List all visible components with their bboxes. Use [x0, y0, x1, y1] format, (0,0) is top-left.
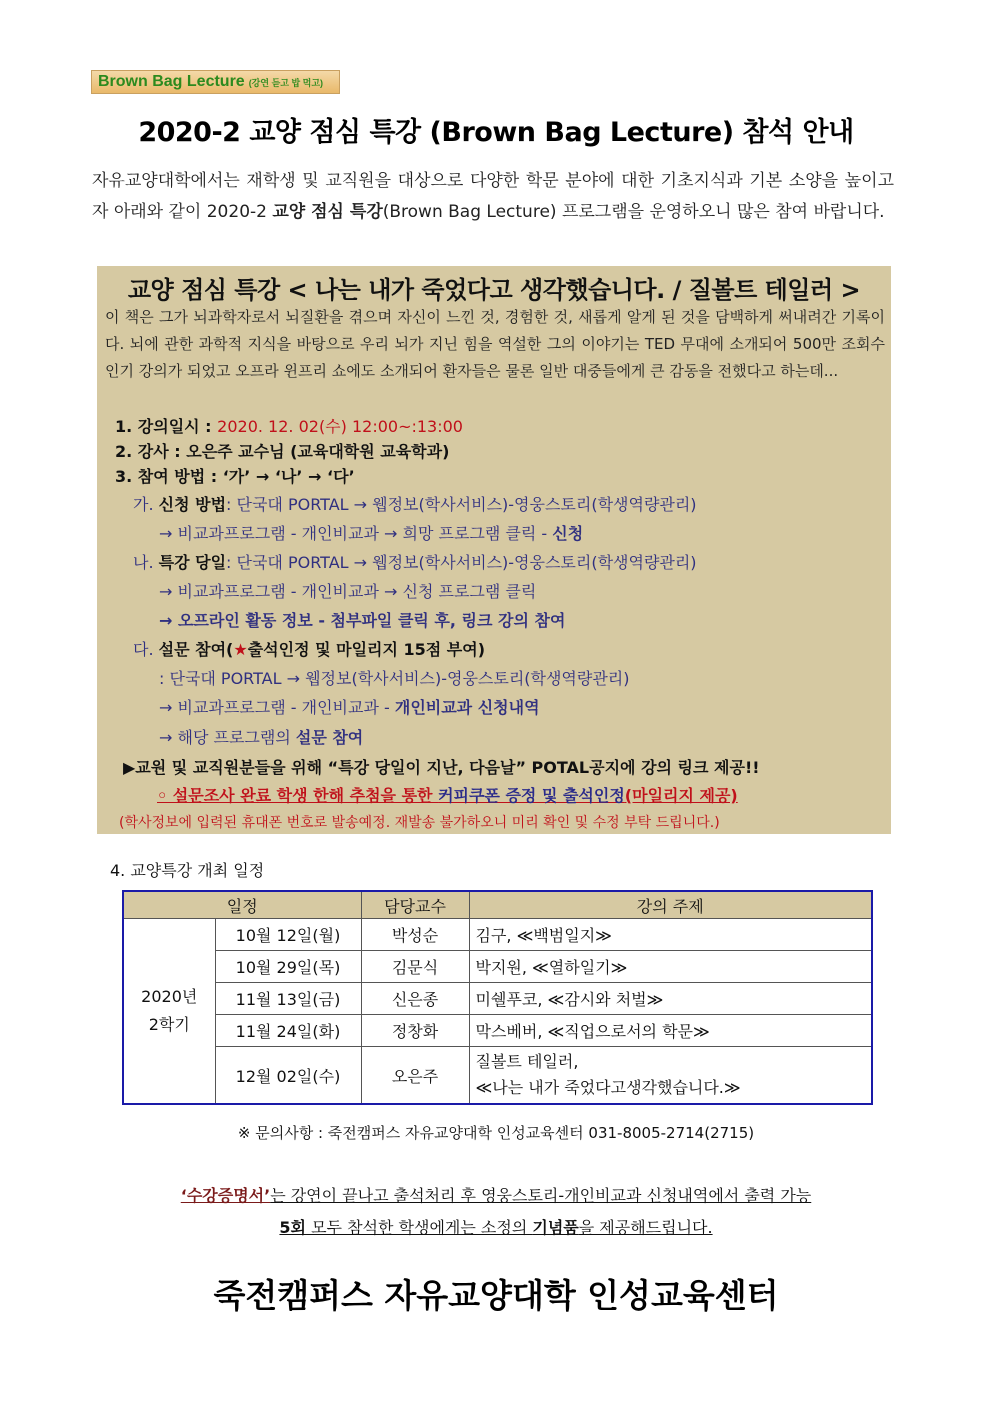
brown-bag-logo — [91, 70, 340, 94]
ga-label: 신청 방법 — [158, 495, 227, 514]
souvenir-count: 5회 — [279, 1218, 307, 1237]
da-line2a: → 비교과프로그램 - 개인비교과 - — [159, 698, 395, 717]
ga-line2b: 신청 — [552, 524, 584, 543]
certificate-text: 는 강연이 끝나고 출석처리 후 영웅스토리-개인비교과 신청내역에서 출력 가능 — [270, 1186, 812, 1205]
intro-text-1: 자유교양대학에서는 재학생 및 교직원을 대상으로 다양한 학문 분야에 대한 기초지식과 기본 소양을 높이고자 아래와 같이 2020-2 — [92, 171, 894, 222]
topic-line2: ≪나는 내가 죽었다고생각했습니다.≫ — [475, 1078, 741, 1097]
notice-survey-reward — [157, 783, 738, 806]
step-na-line2: → 비교과프로그램 - 개인비교과 → 신청 프로그램 클릭 — [159, 582, 537, 601]
notice-phone: (학사정보에 입력된 휴대폰 번호로 발송예정. 재발송 불가하오니 미리 확인 및 수정 부탁 드립니다.) — [119, 815, 720, 831]
intro-text-2: (Brown Bag Lecture) 프로그램을 운영하오니 많은 참여 바랍니다. — [382, 202, 885, 222]
da-line3b: 설문 참여 — [295, 728, 364, 747]
da-line2b: 개인비교과 신청내역 — [394, 698, 540, 717]
schedule-heading: 4. 교양특강 개최 일정 — [110, 861, 265, 880]
page-title: 2020-2 교양 점심 특강 (Brown Bag Lecture) 참석 안내 — [138, 117, 854, 148]
logo-main-text: Brown Bag Lecture — [98, 73, 245, 90]
na-prefix: 나. — [133, 553, 159, 572]
notice-faculty: ▶교원 및 교직원분들을 위해 “특강 당일이 지난, 다음날” POTAL공지에 강의 링크 제공!! — [123, 758, 760, 777]
date-cell: 10월 29일(목) — [215, 951, 361, 983]
na-line1: : 단국대 PORTAL → 웹정보(학사서비스)-영웅스토리(학생역량관리) — [226, 553, 697, 572]
topic-cell: 막스베버, ≪직업으로서의 학문≫ — [469, 1015, 872, 1047]
step-na-line3: → 오프라인 활동 정보 - 첨부파일 클릭 후, 링크 강의 참여 — [159, 611, 566, 630]
professor-cell: 오은주 — [361, 1047, 469, 1105]
table-row — [123, 1015, 872, 1047]
header-date: 일정 — [123, 891, 361, 919]
da-label-b: 출석인정 및 마일리지 15점 부여) — [247, 640, 486, 659]
notice2c: (마일리지 제공) — [624, 786, 738, 805]
item-lecturer: 2. 강사 : 오은주 교수님 (교육대학원 교육학과) — [115, 442, 450, 461]
professor-cell: 김문식 — [361, 951, 469, 983]
date-cell: 12월 02일(수) — [215, 1047, 361, 1105]
table-row — [123, 983, 872, 1015]
step-da-line1: : 단국대 PORTAL → 웹정보(학사서비스)-영웅스토리(학생역량관리) — [159, 669, 630, 688]
step-da — [133, 637, 485, 660]
schedule-table — [122, 890, 873, 1105]
ga-line1: : 단국대 PORTAL → 웹정보(학사서비스)-영웅스토리(학생역량관리) — [226, 495, 697, 514]
intro-bold: 교양 점심 특강 — [272, 202, 383, 222]
table-row — [123, 919, 872, 951]
souvenir-text-1: 모두 참석한 학생에게는 소정의 — [306, 1218, 533, 1237]
inquiry-contact: ※ 문의사항 : 죽전캠퍼스 자유교양대학 인성교육센터 031-8005-2714(2715) — [237, 1124, 755, 1142]
professor-cell: 박성순 — [361, 919, 469, 951]
logo-sub-text: (강연 듣고 밥 먹고) — [248, 77, 324, 88]
date-cell: 11월 24일(화) — [215, 1015, 361, 1047]
step-ga-line2 — [159, 521, 583, 544]
lecture-info-box — [97, 266, 891, 834]
ga-line2a: → 비교과프로그램 - 개인비교과 → 희망 프로그램 클릭 - — [159, 524, 553, 543]
professor-cell: 정창화 — [361, 1015, 469, 1047]
souvenir-gift: 기념품 — [532, 1218, 579, 1237]
da-line3a: → 해당 프로그램의 — [159, 728, 296, 747]
table-row — [123, 951, 872, 983]
step-ga — [133, 492, 697, 515]
book-description: 이 책은 그가 뇌과학자로서 뇌질환을 겪으며 자신이 느낀 것, 경험한 것, 새롭게 알게 된 것을 담백하게 써내려간 기록이다. 뇌에 관한 과학적 지식을 바탕으로 우리 뇌가 지닌 힘을 역설한 그의 이야기는 TED 무대에 소개되어 500만 조회수 인기 강의가 되었고 오프라 윈프리 쇼에도 소개되어 환자들은 물론 일반 대중들에게 큰 감동을 전했다고 하는데... — [105, 308, 885, 380]
topic-line1: 질볼트 테일러, — [475, 1052, 579, 1071]
intro-paragraph — [92, 166, 894, 228]
step-da-line2 — [159, 695, 540, 718]
header-topic: 강의 주제 — [469, 891, 872, 919]
table-header-row — [123, 891, 872, 919]
date-value: 2020. 12. 02(수) 12:00~:13:00 — [217, 417, 463, 436]
header-professor: 담당교수 — [361, 891, 469, 919]
topic-cell: 박지원, ≪열하일기≫ — [469, 951, 872, 983]
step-na — [133, 550, 697, 573]
professor-cell: 신은종 — [361, 983, 469, 1015]
date-label: 1. 강의일시 : — [115, 417, 218, 436]
semester-cell: 2020년 2학기 — [123, 919, 215, 1105]
da-label-a: 설문 참여( — [158, 640, 234, 659]
certificate-label: ‘수강증명서’ — [180, 1186, 271, 1205]
souvenir-text-2: 을 제공해드립니다. — [578, 1218, 713, 1237]
topic-cell — [469, 1047, 872, 1105]
ga-prefix: 가. — [133, 495, 159, 514]
star-icon: ★ — [233, 640, 248, 659]
table-row — [123, 1047, 872, 1105]
date-cell: 11월 13일(금) — [215, 983, 361, 1015]
da-prefix: 다. — [133, 640, 159, 659]
topic-cell: 미쉘푸코, ≪감시와 처벌≫ — [469, 983, 872, 1015]
topic-cell: 김구, ≪백범일지≫ — [469, 919, 872, 951]
item-method: 3. 참여 방법 : ‘가’ → ‘나’ → ‘다’ — [115, 467, 355, 486]
footer-organization: 죽전캠퍼스 자유교양대학 인성교육센터 — [213, 1276, 779, 1315]
notice2b: 커피쿠폰 증정 및 출석인정 — [438, 786, 625, 805]
lecture-title: 교양 점심 특강 < 나는 내가 죽었다고 생각했습니다. / 질볼트 테일러 > — [127, 276, 861, 304]
na-label: 특강 당일 — [158, 553, 227, 572]
souvenir-note — [0, 1215, 992, 1238]
item-lecture-date — [115, 414, 463, 437]
step-da-line3 — [159, 725, 363, 748]
notice2a: ◦ 설문조사 완료 학생 한해 추첨을 통한 — [157, 786, 439, 805]
certificate-note — [0, 1183, 992, 1206]
date-cell: 10월 12일(월) — [215, 919, 361, 951]
